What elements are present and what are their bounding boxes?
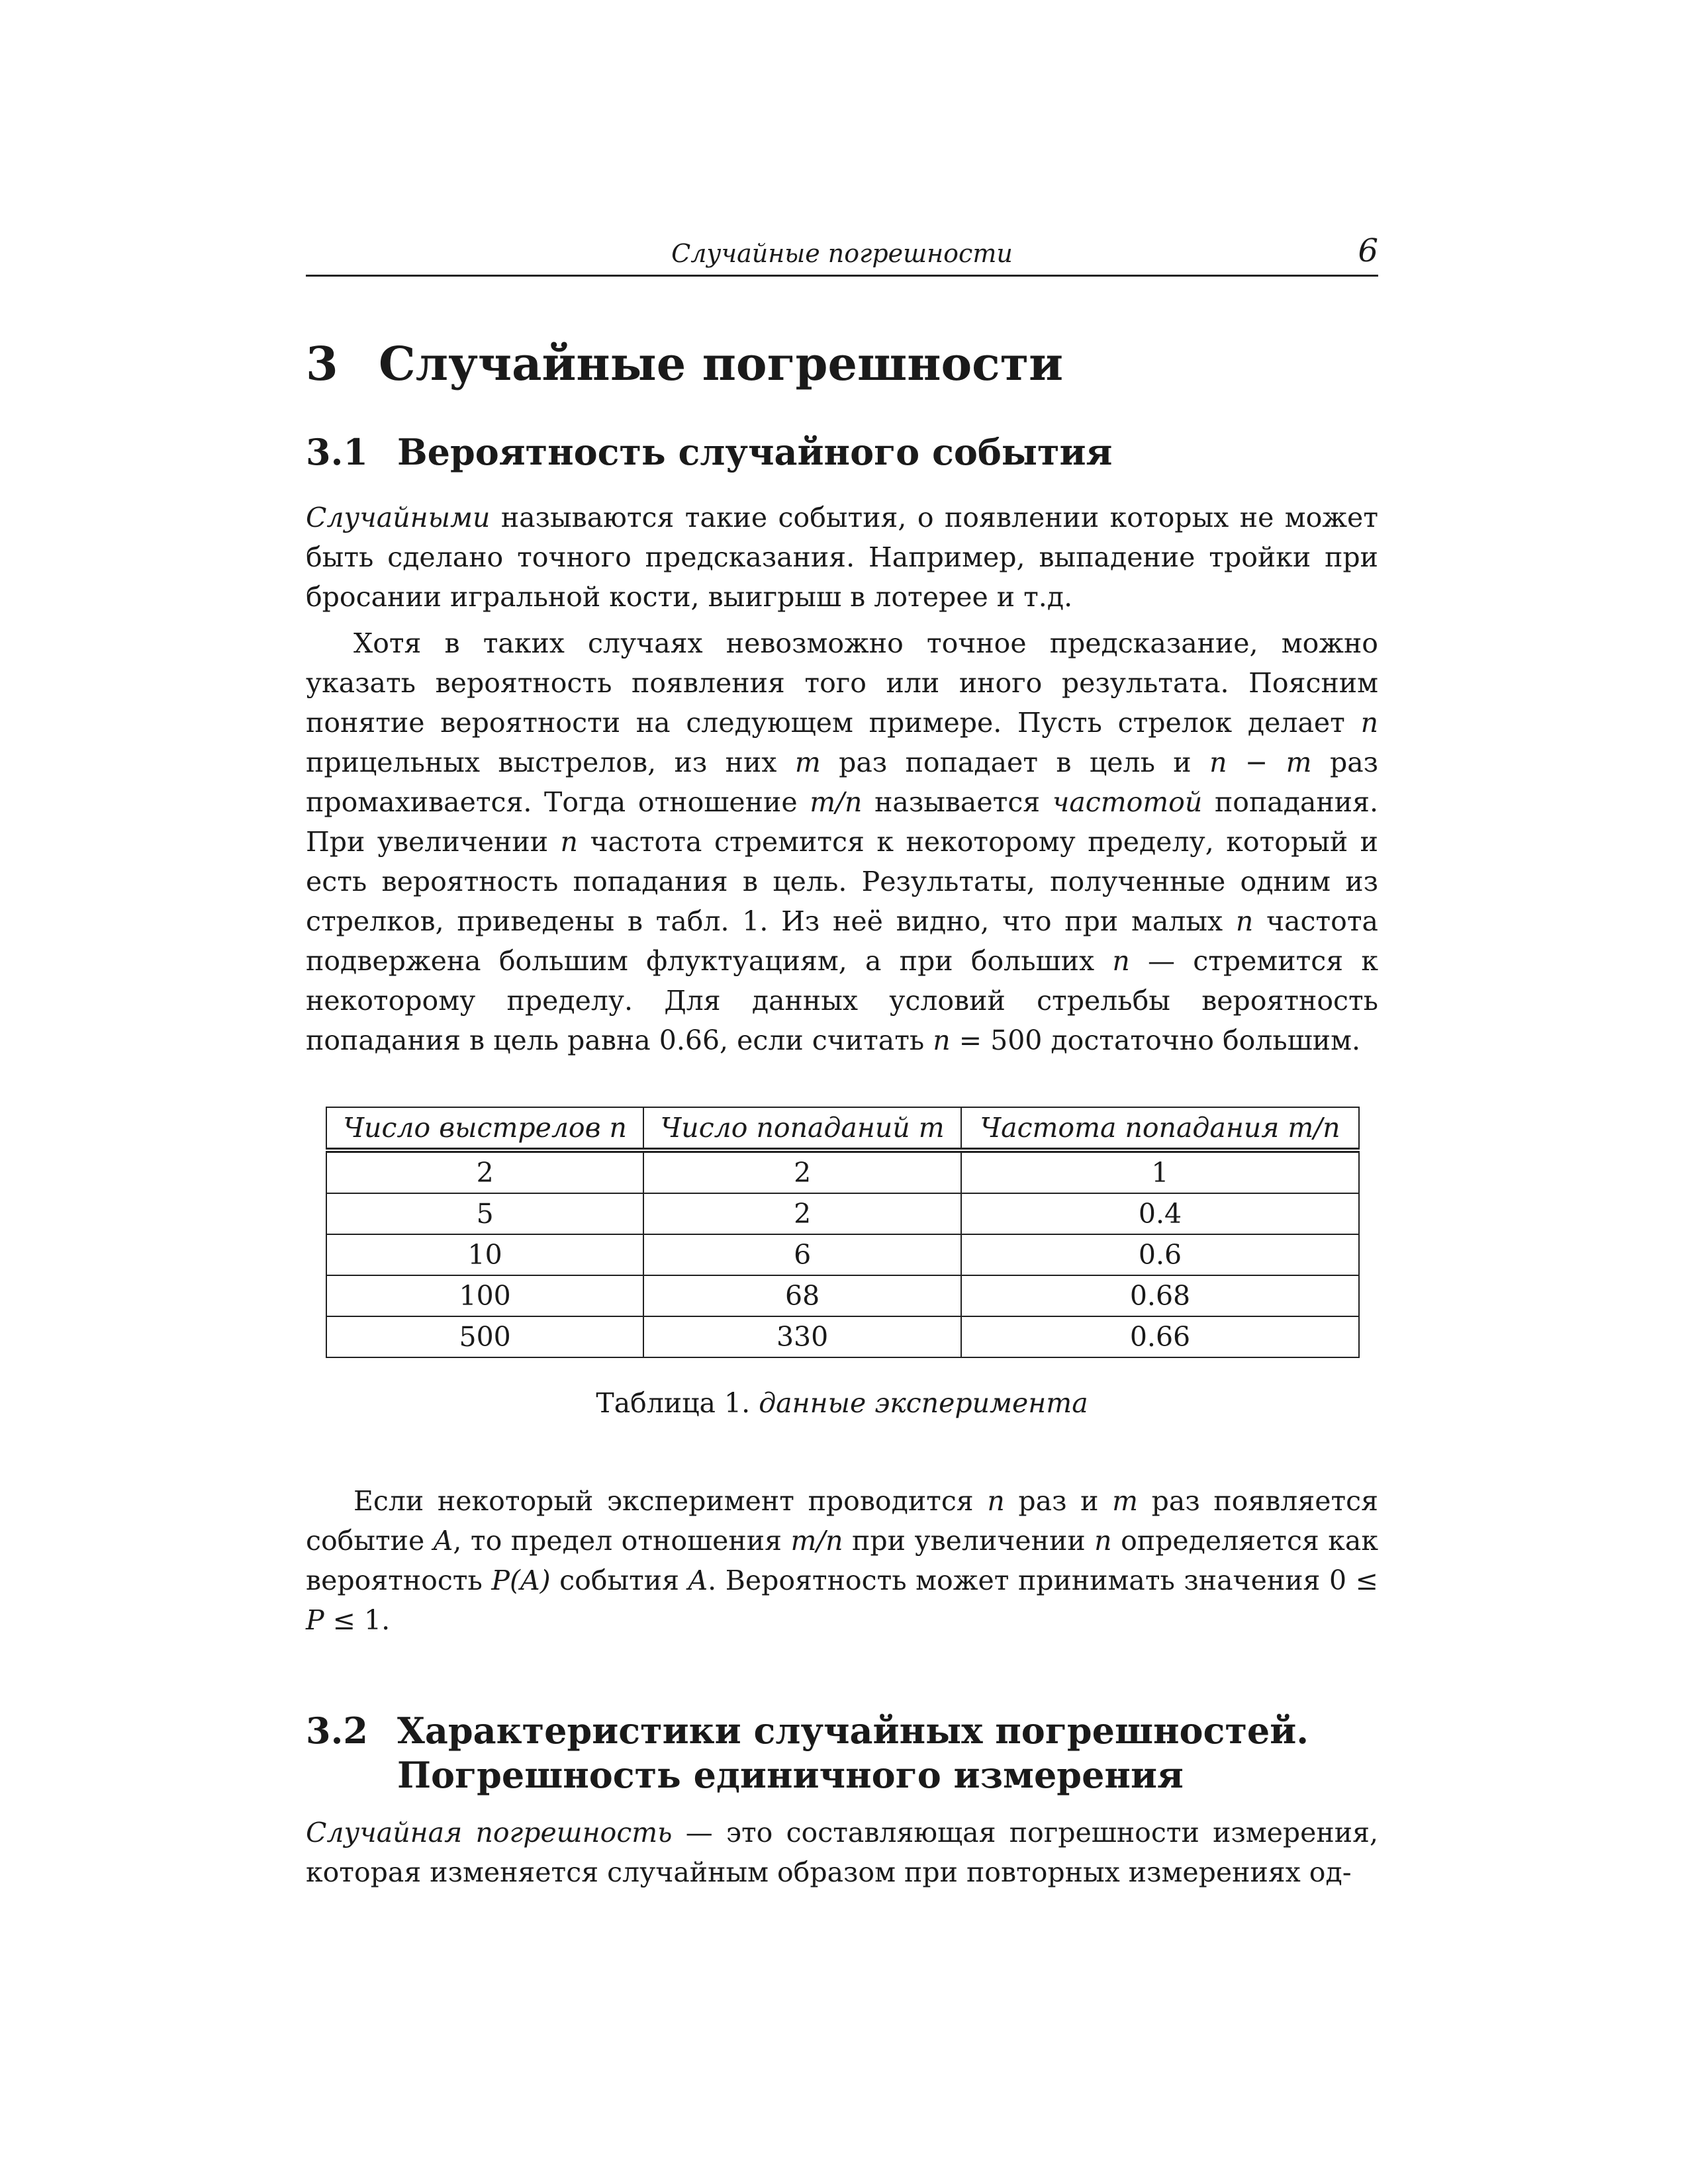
math-var: n — [1235, 905, 1254, 937]
column-header: Число выстрелов n — [326, 1107, 643, 1150]
text-run: Хотя в таких случаях невозможно точное предсказание, можно указать вероятность появления того или иного результата. Поясним понятие вероятности на следующем примере. Пусть стрелок делает — [306, 627, 1378, 739]
column-header: Частота попадания m/n — [961, 1107, 1359, 1150]
table-cell: 100 — [326, 1275, 643, 1316]
text-run: при увеличении — [843, 1524, 1095, 1557]
math-var: n — [933, 1024, 951, 1056]
text-run: раз попадает в цель и — [820, 746, 1210, 778]
math-var: n — [560, 825, 578, 858]
table-cell: 6 — [643, 1234, 961, 1275]
math-var: n — [987, 1484, 1005, 1517]
subsection-heading-3-2 — [306, 1709, 1378, 1798]
table-cell: 500 — [326, 1316, 643, 1357]
paragraph-text: называются такие события, о появлении которых не может быть сделано точного предсказания. Например, выпадение тройки при бросании игральной кости, выигрыш в лотерее и т.д. — [306, 501, 1378, 613]
text-run: . Вероятность может принимать значения 0 ≤ — [708, 1564, 1378, 1596]
table-cell: 10 — [326, 1234, 643, 1275]
text-run: определяется как вероятность — [306, 1524, 1378, 1596]
subsection-number: 3.2 — [306, 1709, 368, 1752]
column-header: Число попаданий m — [643, 1107, 961, 1150]
subsection-heading-3-1 — [306, 430, 1378, 475]
text-run: раз промахивается. Тогда отношение — [306, 746, 1378, 818]
table-cell: 0.66 — [961, 1316, 1359, 1357]
text-run: частота стремится к некоторому пределу, который и есть вероятность попадания в цель. Результаты, полученные одним из стрелков, приведены в табл. 1. Из неё видно, что при малых — [306, 825, 1378, 937]
section-title: Случайные погрешности — [379, 336, 1064, 391]
table-cell: 0.68 — [961, 1275, 1359, 1316]
running-header-title: Случайные погрешности — [671, 239, 1013, 268]
table-caption — [306, 1383, 1378, 1423]
math-var: m — [794, 746, 821, 778]
caption-text: данные эксперимента — [759, 1387, 1088, 1419]
math-var: P — [306, 1604, 324, 1636]
table-cell: 0.6 — [961, 1234, 1359, 1275]
text-run: прицельных выстрелов, из них — [306, 746, 795, 778]
caption-label: Таблица 1. — [596, 1387, 759, 1419]
table-cell: 0.4 — [961, 1193, 1359, 1234]
table-row — [326, 1275, 1359, 1316]
table-row — [326, 1234, 1359, 1275]
paragraph-random-error — [306, 1813, 1378, 1892]
text-run: попадания. При увеличении — [306, 786, 1378, 858]
text-run: частота подвержена большим флуктуациям, а при больших — [306, 905, 1378, 977]
text-run: Если некоторый эксперимент проводится — [353, 1484, 988, 1517]
math-var: A — [688, 1564, 708, 1596]
table-cell: 68 — [643, 1275, 961, 1316]
paragraph-text: — это составляющая погрешности измерения, которая изменяется случайным образом при повторных измерениях од- — [306, 1816, 1378, 1888]
text-run: = 500 достаточно большим. — [950, 1024, 1361, 1056]
subsection-title-line: Характеристики случайных погрешностей. — [397, 1709, 1309, 1752]
math-var: n — [1094, 1524, 1112, 1557]
math-var: A — [433, 1524, 453, 1557]
subsection-number: 3.1 — [306, 431, 368, 473]
experiment-table — [326, 1107, 1360, 1358]
subsection-title-line: Погрешность единичного измерения — [397, 1754, 1184, 1796]
table-row — [326, 1316, 1359, 1357]
paragraph-probability — [306, 1481, 1378, 1640]
paragraph-frequency — [306, 623, 1378, 1060]
math-expr: m/n — [790, 1524, 843, 1557]
text-run: раз и — [1004, 1484, 1113, 1517]
table-cell: 2 — [326, 1150, 643, 1193]
text-run: называется — [862, 786, 1053, 818]
math-expr: P(A) — [491, 1564, 551, 1596]
running-header — [306, 228, 1378, 277]
page-content — [306, 228, 1378, 1892]
table-cell: 2 — [643, 1193, 961, 1234]
term-emphasis: Случайными — [306, 501, 491, 533]
term-emphasis: частотой — [1052, 786, 1203, 818]
table-cell: 1 — [961, 1150, 1359, 1193]
table-cell: 2 — [643, 1150, 961, 1193]
math-var: m — [1112, 1484, 1138, 1517]
math-var: n — [1112, 944, 1130, 977]
text-run: события — [550, 1564, 688, 1596]
text-run: ≤ 1. — [324, 1604, 391, 1636]
paragraph-definition — [306, 498, 1378, 617]
table-header-row — [326, 1107, 1359, 1150]
table-row — [326, 1150, 1359, 1193]
section-heading — [306, 336, 1378, 392]
text-run: раз появляется событие — [306, 1484, 1378, 1557]
text-run: , то предел отношения — [453, 1524, 791, 1557]
section-number: 3 — [306, 336, 338, 391]
math-expr: n − m — [1209, 746, 1312, 778]
table-cell: 330 — [643, 1316, 961, 1357]
subsection-title — [397, 1709, 1309, 1798]
table-row — [326, 1193, 1359, 1234]
math-var: n — [1360, 706, 1378, 739]
term-emphasis: Случайная погрешность — [306, 1816, 673, 1848]
subsection-title: Вероятность случайного события — [397, 431, 1113, 473]
table-cell: 5 — [326, 1193, 643, 1234]
text-run: — стремится к некоторому пределу. Для данных условий стрельбы вероятность попадания в цель равна 0.66, если считать — [306, 944, 1378, 1056]
page-number: 6 — [1358, 232, 1378, 269]
math-expr: m/n — [810, 786, 863, 818]
